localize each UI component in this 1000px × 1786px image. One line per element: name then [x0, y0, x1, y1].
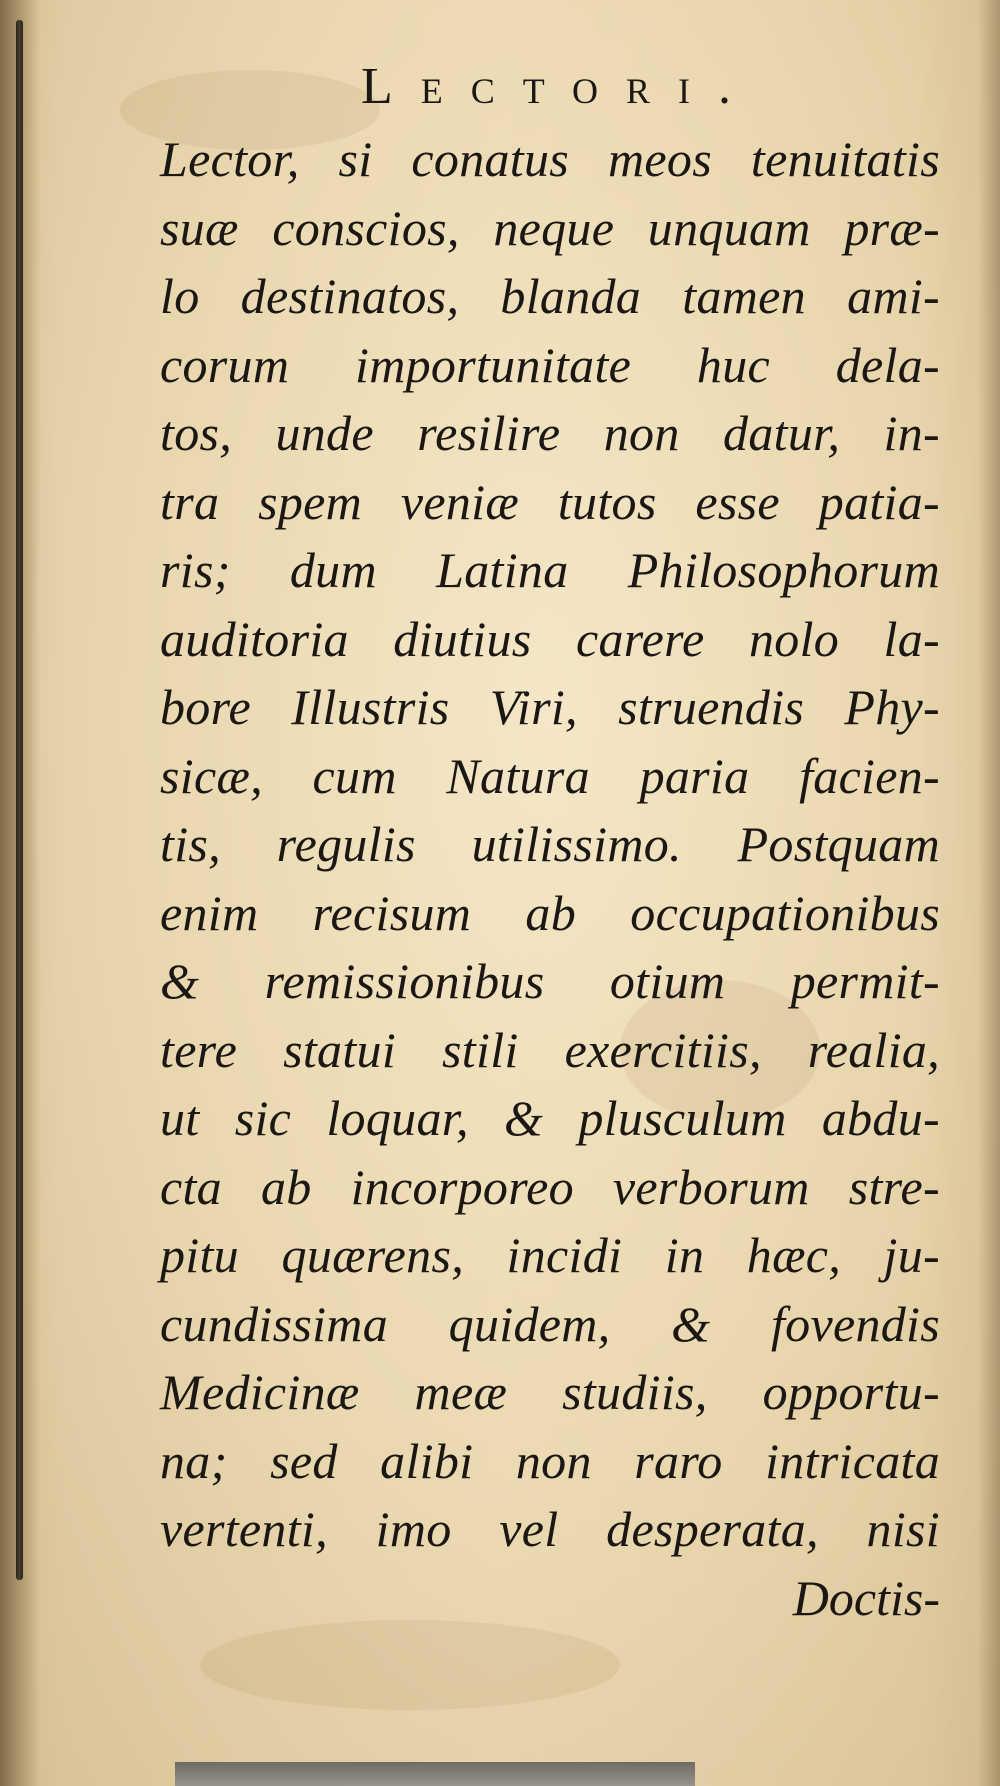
text-line: enim recisum ab occupationibus — [160, 884, 940, 941]
text-line: suæ conscios, neque unquam præ- — [160, 199, 940, 256]
next-page-edge — [175, 1762, 695, 1786]
catchword: Doctis- — [792, 1569, 940, 1626]
text-line: pitu quærens, incidi in hæc, ju- — [160, 1227, 940, 1283]
text-line: sicæ, cum Natura paria facien- — [160, 747, 940, 804]
text-line: cundissima quidem, & fovendis — [160, 1295, 940, 1352]
text-line: tere statui stili exercitiis, realia, — [160, 1021, 940, 1078]
text-block — [160, 55, 940, 1632]
text-line: corum importunitate huc dela- — [160, 336, 940, 393]
text-line: tra spem veniæ tutos esse patia- — [160, 473, 940, 530]
text-line: ut sic loquar, & plusculum abdu- — [160, 1090, 940, 1146]
text-line: auditoria diutius carere nolo la- — [160, 610, 940, 667]
text-line: na; sed alibi non raro intricata — [160, 1432, 940, 1489]
text-line: ris; dum Latina Philosophorum — [160, 542, 940, 598]
text-line: & remissionibus otium permit- — [160, 953, 940, 1009]
text-line: tos, unde resilire non datur, in- — [160, 405, 940, 461]
page-edge-shadow — [978, 0, 1000, 1786]
text-line: tis, regulis utilissimo. Postquam — [160, 816, 940, 872]
page-heading: Lectori. — [360, 58, 760, 115]
text-line: bore Illustris Viri, struendis Phy- — [160, 679, 940, 735]
text-line: lo destinatos, blanda tamen ami- — [160, 268, 940, 324]
text-line: Medicinæ meæ studiis, opportu- — [160, 1364, 940, 1420]
text-line: cta ab incorporeo verborum stre- — [160, 1158, 940, 1215]
paper-stain — [200, 1620, 620, 1710]
text-line: Lector, si conatus meos tenuitatis — [160, 131, 940, 187]
spine-edge — [16, 20, 23, 1580]
text-line: vertenti, imo vel desperata, nisi — [160, 1501, 940, 1557]
